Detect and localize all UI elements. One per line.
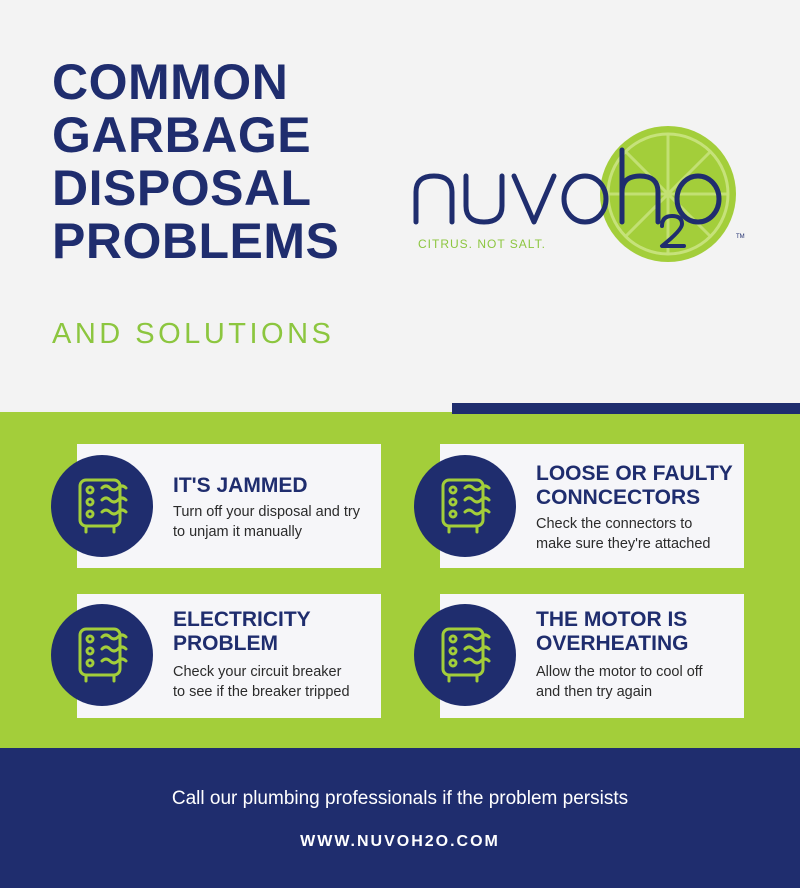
problem-description [173, 662, 381, 702]
disposal-icon [74, 625, 130, 685]
footer-message: Call our plumbing professionals if the problem persists [171, 788, 629, 809]
problem-title [173, 608, 381, 656]
problem-description [173, 502, 381, 542]
svg-text:CITRUS. NOT SALT.: CITRUS. NOT SALT. [418, 237, 546, 251]
problem-title-line: OVERHEATING [536, 632, 689, 655]
website-link[interactable]: WWW.NUVOH2O.COM [300, 833, 500, 850]
problems-section [0, 412, 800, 750]
problem-desc-line: to see if the breaker tripped [173, 684, 350, 700]
problem-desc-line: Allow the motor to cool off [536, 664, 703, 680]
problem-desc-line: Check the connectors to [536, 516, 693, 532]
title-line: COMMON [52, 54, 289, 110]
problem-title [536, 462, 744, 510]
problem-desc-line: make sure they're attached [536, 536, 711, 552]
accent-bar [452, 403, 800, 414]
icon-badge [414, 455, 516, 557]
problem-title-line: LOOSE OR FAULTY [536, 462, 733, 485]
page-title [52, 56, 392, 268]
icon-badge [414, 604, 516, 706]
problem-desc-line: Turn off your disposal and try [173, 504, 360, 520]
problem-title [536, 608, 744, 656]
title-line: DISPOSAL [52, 160, 312, 216]
title-line: GARBAGE [52, 107, 312, 163]
disposal-icon [437, 625, 493, 685]
page-subtitle: AND SOLUTIONS [52, 318, 335, 350]
title-line: PROBLEMS [52, 213, 340, 269]
problem-title-line: CONNCECTORS [536, 486, 701, 509]
problem-title [173, 474, 381, 498]
logo-graphic [410, 120, 770, 270]
problem-title-line: PROBLEM [173, 632, 278, 655]
svg-text:TM: TM [736, 234, 745, 240]
problem-description [536, 662, 744, 702]
problem-title-line: IT'S JAMMED [173, 474, 308, 497]
problem-desc-line: to unjam it manually [173, 524, 302, 540]
icon-badge [51, 604, 153, 706]
nuvoh2o-logo [410, 120, 770, 270]
hero-section [0, 0, 800, 410]
disposal-icon [437, 476, 493, 536]
problem-desc-line: and then try again [536, 684, 653, 700]
disposal-icon [74, 476, 130, 536]
problem-title-line: ELECTRICITY [173, 608, 311, 631]
problem-description [536, 514, 744, 554]
icon-badge [51, 455, 153, 557]
problem-desc-line: Check your circuit breaker [173, 664, 342, 680]
footer [0, 748, 800, 888]
problem-title-line: THE MOTOR IS [536, 608, 688, 631]
